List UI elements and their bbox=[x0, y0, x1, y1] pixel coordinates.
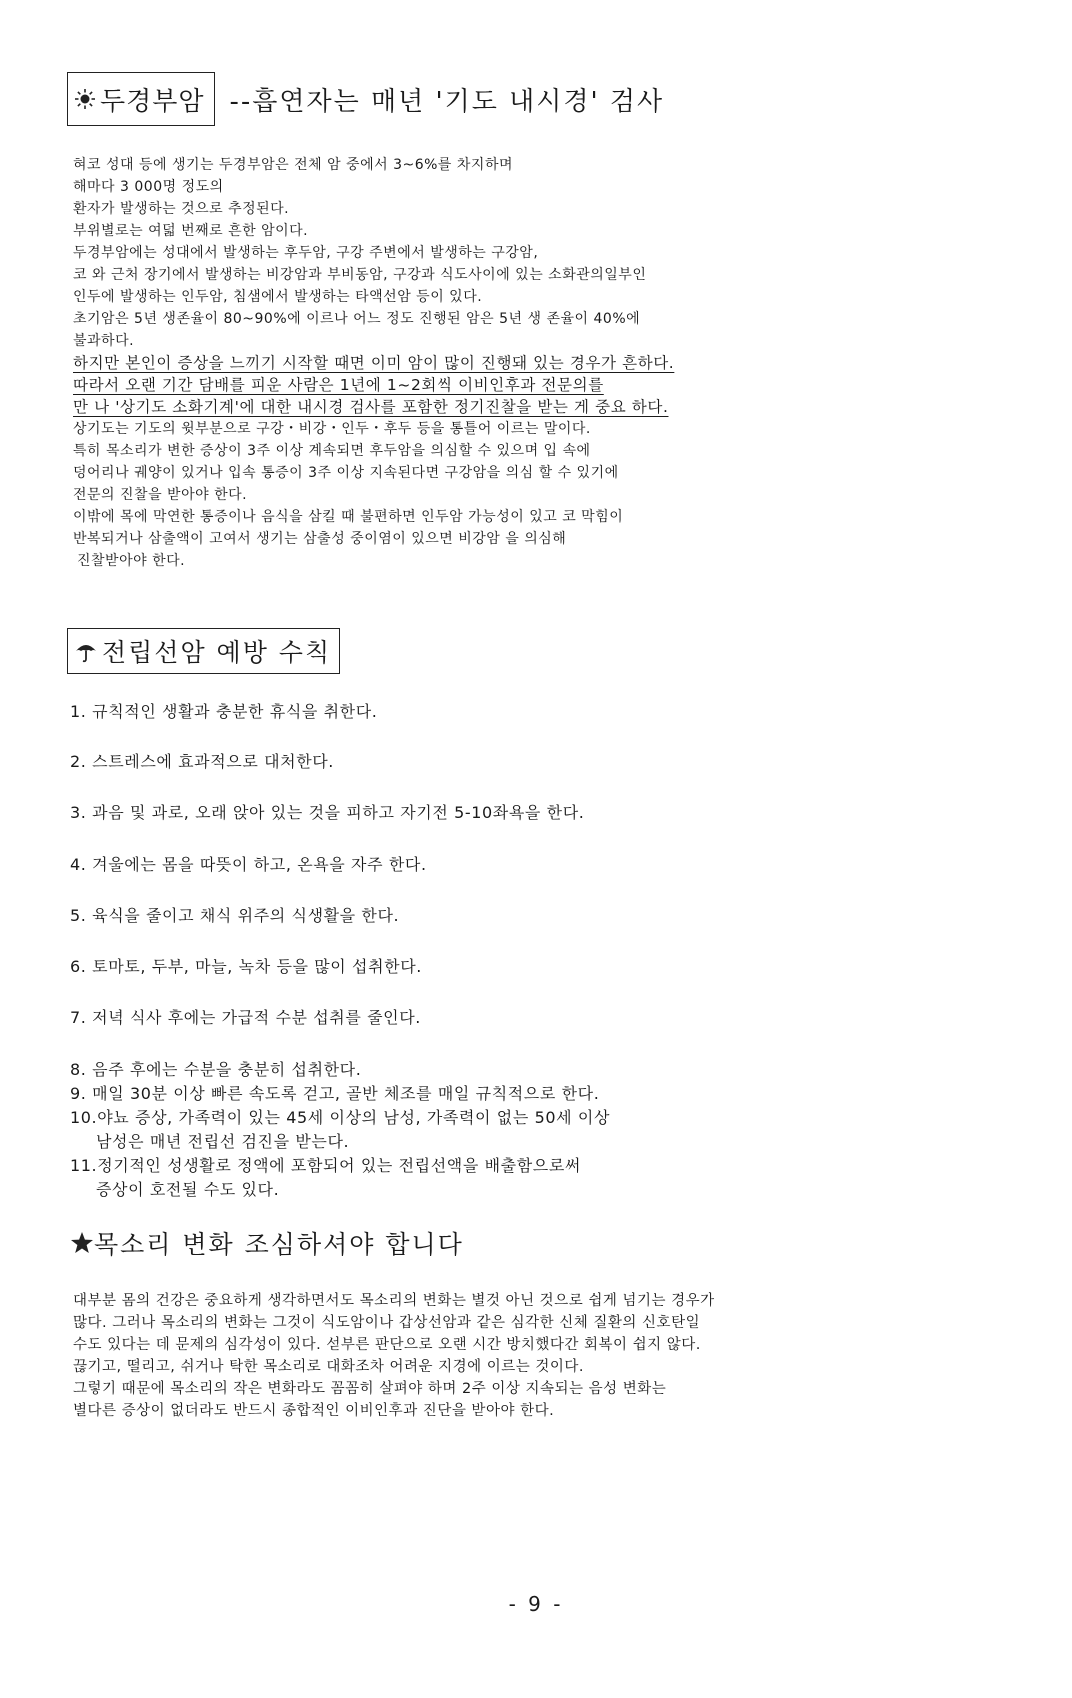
underlined-line: 만 나 '상기도 소화기계'에 대한 내시경 검사를 포함한 정기진찰을 받는 게 중요 하다. bbox=[73, 398, 669, 416]
section1-line: 코 와 근처 장기에서 발생하는 비강암과 부비동암, 구강과 식도사이에 있는 소화관의일부인 bbox=[73, 267, 647, 283]
section2-header bbox=[67, 628, 340, 674]
list-item: 6. 토마토, 두부, 마늘, 녹차 등을 많이 섭취한다. bbox=[70, 957, 422, 976]
section1-line: 전문의 진찰을 받아야 한다. bbox=[73, 487, 248, 503]
section1-line: 상기도는 기도의 윗부분으로 구강・비강・인두・후두 등을 통틀어 이르는 말이다. bbox=[73, 421, 591, 437]
section1-line: 두경부암에는 성대에서 발생하는 후두암, 구강 주변에서 발생하는 구강암, bbox=[73, 245, 539, 261]
list-item: 3. 과음 및 과로, 오래 앉아 있는 것을 피하고 자기전 5-10좌욕을 한다. bbox=[70, 803, 585, 822]
section1-line: 초기암은 5년 생존율이 80~90%에 이르나 어느 정도 진행된 암은 5년 생 존율이 40%에 bbox=[73, 311, 641, 327]
section1-title-box bbox=[67, 72, 215, 126]
section3-line: 별다른 증상이 없더라도 반드시 종합적인 이비인후과 진단을 받아야 한다. bbox=[73, 1403, 555, 1419]
section3-line: 대부분 몸의 건강은 중요하게 생각하면서도 목소리의 변화는 별것 아닌 것으로 쉽게 넘기는 경우가 bbox=[73, 1293, 715, 1309]
section1-body bbox=[73, 154, 973, 572]
list-item: 5. 육식을 줄이고 채식 위주의 식생활을 한다. bbox=[70, 906, 400, 925]
underlined-line: 하지만 본인이 증상을 느끼기 시작할 때면 이미 암이 많이 진행돼 있는 경우가 흔하다. bbox=[73, 354, 675, 372]
section1-line: 불과하다. bbox=[73, 333, 135, 349]
list-item: 11.정기적인 성생활로 정액에 포함되어 있는 전립선액을 배출함으로써 증상이 호전될 수도 있다. bbox=[70, 1156, 581, 1199]
section1-subtitle: --흡연자는 매년 '기도 내시경' 검사 bbox=[229, 86, 665, 117]
list-item: 4. 겨울에는 몸을 따뜻이 하고, 온욕을 자주 한다. bbox=[70, 855, 427, 874]
umbrella-icon bbox=[74, 639, 98, 663]
list-item: 9. 매일 30분 이상 빠른 속도록 걷고, 골반 체조를 매일 규칙적으로 한다. bbox=[70, 1084, 600, 1103]
list-item: 10.야뇨 증상, 가족력이 있는 45세 이상의 남성, 가족력이 없는 50세 이상 남성은 매년 전립선 검진을 받는다. bbox=[70, 1108, 610, 1151]
section1-line: 덩어리나 궤양이 있거나 입속 통증이 3주 이상 지속된다면 구강암을 의심 할 수 있기에 bbox=[73, 465, 619, 481]
section3-line: 그렇기 때문에 목소리의 작은 변화라도 꼼꼼히 살펴야 하며 2주 이상 지속되는 음성 변화는 bbox=[73, 1381, 667, 1397]
section3-line: 수도 있다는 데 문제의 심각성이 있다. 섣부른 판단으로 오랜 시간 방치했다간 회복이 쉽지 않다. bbox=[73, 1337, 701, 1353]
section3-header bbox=[70, 1225, 464, 1261]
list-item: 8. 음주 후에는 수분을 충분히 섭취한다. bbox=[70, 1060, 362, 1079]
section1-line: 이밖에 목에 막연한 통증이나 음식을 삼킬 때 불편하면 인두암 가능성이 있고 코 막힘이 bbox=[73, 509, 624, 525]
list-item: 1. 규칙적인 생활과 충분한 휴식을 취한다. bbox=[70, 702, 378, 721]
list-item: 7. 저녁 식사 후에는 가급적 수분 섭취를 줄인다. bbox=[70, 1008, 421, 1027]
section1-line: 해마다 3 000명 정도의 bbox=[73, 179, 224, 195]
section3-title: 목소리 변화 조심하셔야 합니다 bbox=[94, 1230, 464, 1259]
section3-body bbox=[73, 1290, 973, 1422]
section1-line: 특히 목소리가 변한 증상이 3주 이상 계속되면 후두암을 의심할 수 있으며 입 속에 bbox=[73, 443, 591, 459]
star-icon bbox=[70, 1231, 94, 1255]
section1-line: 혀코 성대 등에 생기는 두경부암은 전체 암 중에서 3~6%를 차지하며 bbox=[73, 157, 513, 173]
sun-icon bbox=[74, 88, 96, 110]
page-number: - 9 - bbox=[508, 1592, 564, 1616]
section1-title: 두경부암 bbox=[100, 86, 205, 117]
section1-line: 반복되거나 삼출액이 고여서 생기는 삼출성 중이염이 있으면 비강암 을 의심해 bbox=[73, 531, 567, 547]
section3-line: 끊기고, 떨리고, 쉬거나 탁한 목소리로 대화조차 어려운 지경에 이르는 것이다. bbox=[73, 1359, 585, 1375]
section1-line: 환자가 발생하는 것으로 추정된다. bbox=[73, 201, 290, 217]
section1-header bbox=[67, 70, 664, 128]
list-item: 2. 스트레스에 효과적으로 대처한다. bbox=[70, 752, 334, 771]
section3-line: 많다. 그러나 목소리의 변화는 그것이 식도암이나 갑상선암과 같은 심각한 신체 질환의 신호탄일 bbox=[73, 1315, 701, 1331]
section1-line: 부위별로는 여덟 번째로 흔한 암이다. bbox=[73, 223, 309, 239]
underlined-line: 따라서 오랜 기간 담배를 피운 사람은 1년에 1~2회씩 이비인후과 전문의를 bbox=[73, 376, 604, 394]
section2-title-box bbox=[67, 628, 340, 674]
section2-title: 전립선암 예방 수칙 bbox=[102, 638, 332, 667]
section1-line: 인두에 발생하는 인두암, 침샘에서 발생하는 타액선암 등이 있다. bbox=[73, 289, 483, 305]
section1-line: 진찰받아야 한다. bbox=[77, 553, 186, 569]
